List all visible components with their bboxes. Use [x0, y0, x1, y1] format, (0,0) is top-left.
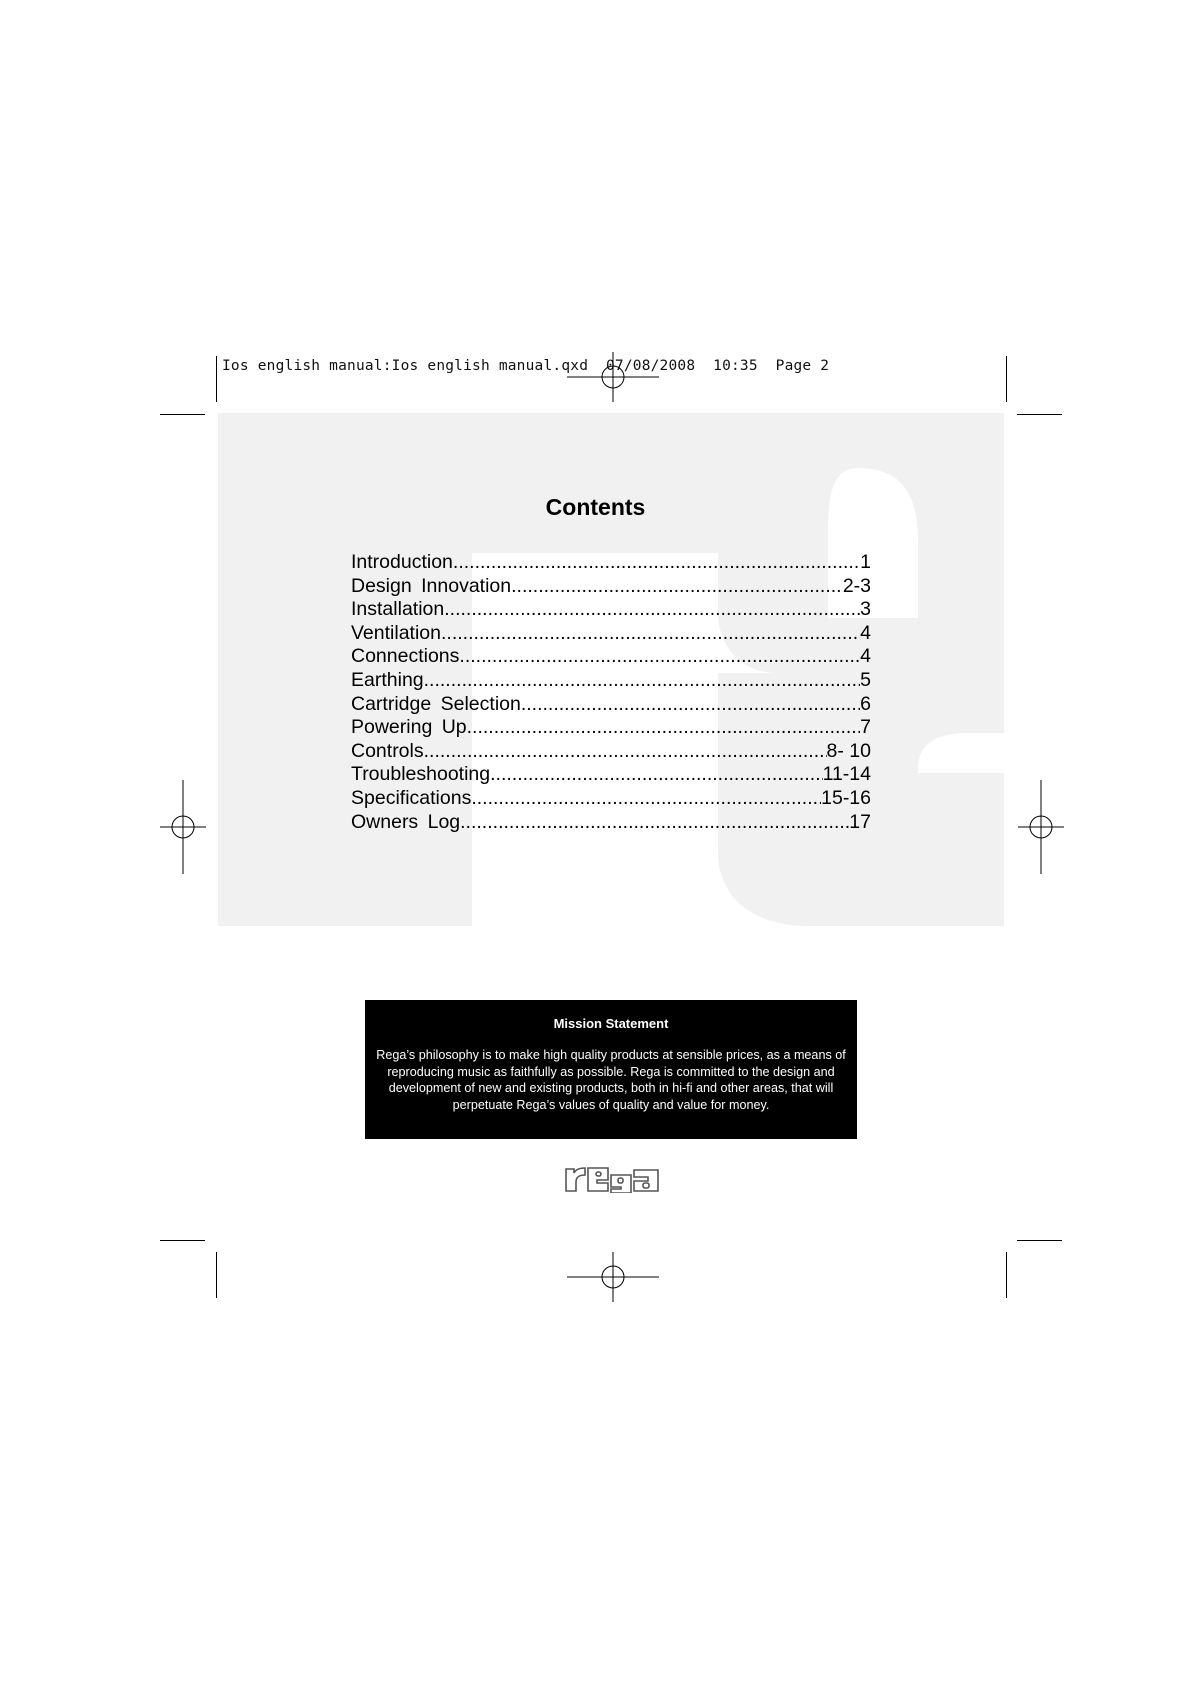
- mission-statement-text: Rega’s philosophy is to make high quality products at sensible prices, as a means of reproducing music as faithfully as possible. Rega is committed to the design and development of new and existing products, both in hi-fi and other areas, that will perpetuate Rega’s values of quality and value for money.: [376, 1048, 846, 1112]
- toc-entry-cartridge-selection: Cartridge Selection ..... 6: [351, 693, 871, 717]
- toc-entry-owners-log: Owners Log ..... 17: [351, 811, 871, 835]
- mission-statement-title: Mission Statement: [553, 1016, 669, 1031]
- toc-entry-earthing: Earthing ..... 5: [351, 669, 871, 693]
- toc-leader-dots: [460, 811, 849, 835]
- toc-entry-troubleshooting: Troubleshooting ..... 11-14: [351, 763, 871, 787]
- toc-leader-dots: [471, 787, 821, 811]
- toc-leader-dots: [490, 763, 822, 787]
- toc-entry-design-innovation: Design Innovation ..... 2-3: [351, 575, 871, 599]
- rega-logo: [564, 1163, 660, 1193]
- toc-leader-dots: [424, 669, 861, 693]
- toc-leader-dots: [521, 693, 860, 717]
- toc-entry-powering-up: Powering Up ..... 7: [351, 716, 871, 740]
- toc-leader-dots: [453, 551, 860, 575]
- mission-statement-box: [365, 1000, 857, 1139]
- contents-title: Contents: [545, 494, 646, 520]
- toc-entry-connections: Connections ..... 4: [351, 645, 871, 669]
- table-of-contents: [351, 551, 871, 834]
- toc-entry-controls: Controls ..... 8- 10: [351, 740, 871, 764]
- toc-leader-dots: [459, 645, 860, 669]
- printer-slug-line: Ios english manual:Ios english manual.qxd 07/08/2008 10:35 Page 2: [222, 358, 830, 374]
- toc-entry-specifications: Specifications ..... 15-16: [351, 787, 871, 811]
- toc-leader-dots: [467, 716, 861, 740]
- registration-mark-top: [567, 352, 659, 402]
- toc-entry-installation: Installation ..... 3: [351, 598, 871, 622]
- toc-entry-ventilation: Ventilation ..... 4: [351, 622, 871, 646]
- registration-mark-bottom: [567, 1252, 659, 1302]
- toc-leader-dots: [444, 598, 860, 622]
- toc-entry-introduction: Introduction ..... 1: [351, 551, 871, 575]
- registration-mark-left: [160, 780, 206, 874]
- toc-leader-dots: [441, 622, 860, 646]
- registration-mark-right: [1018, 780, 1064, 874]
- toc-leader-dots: [424, 740, 827, 764]
- toc-leader-dots: [511, 575, 843, 599]
